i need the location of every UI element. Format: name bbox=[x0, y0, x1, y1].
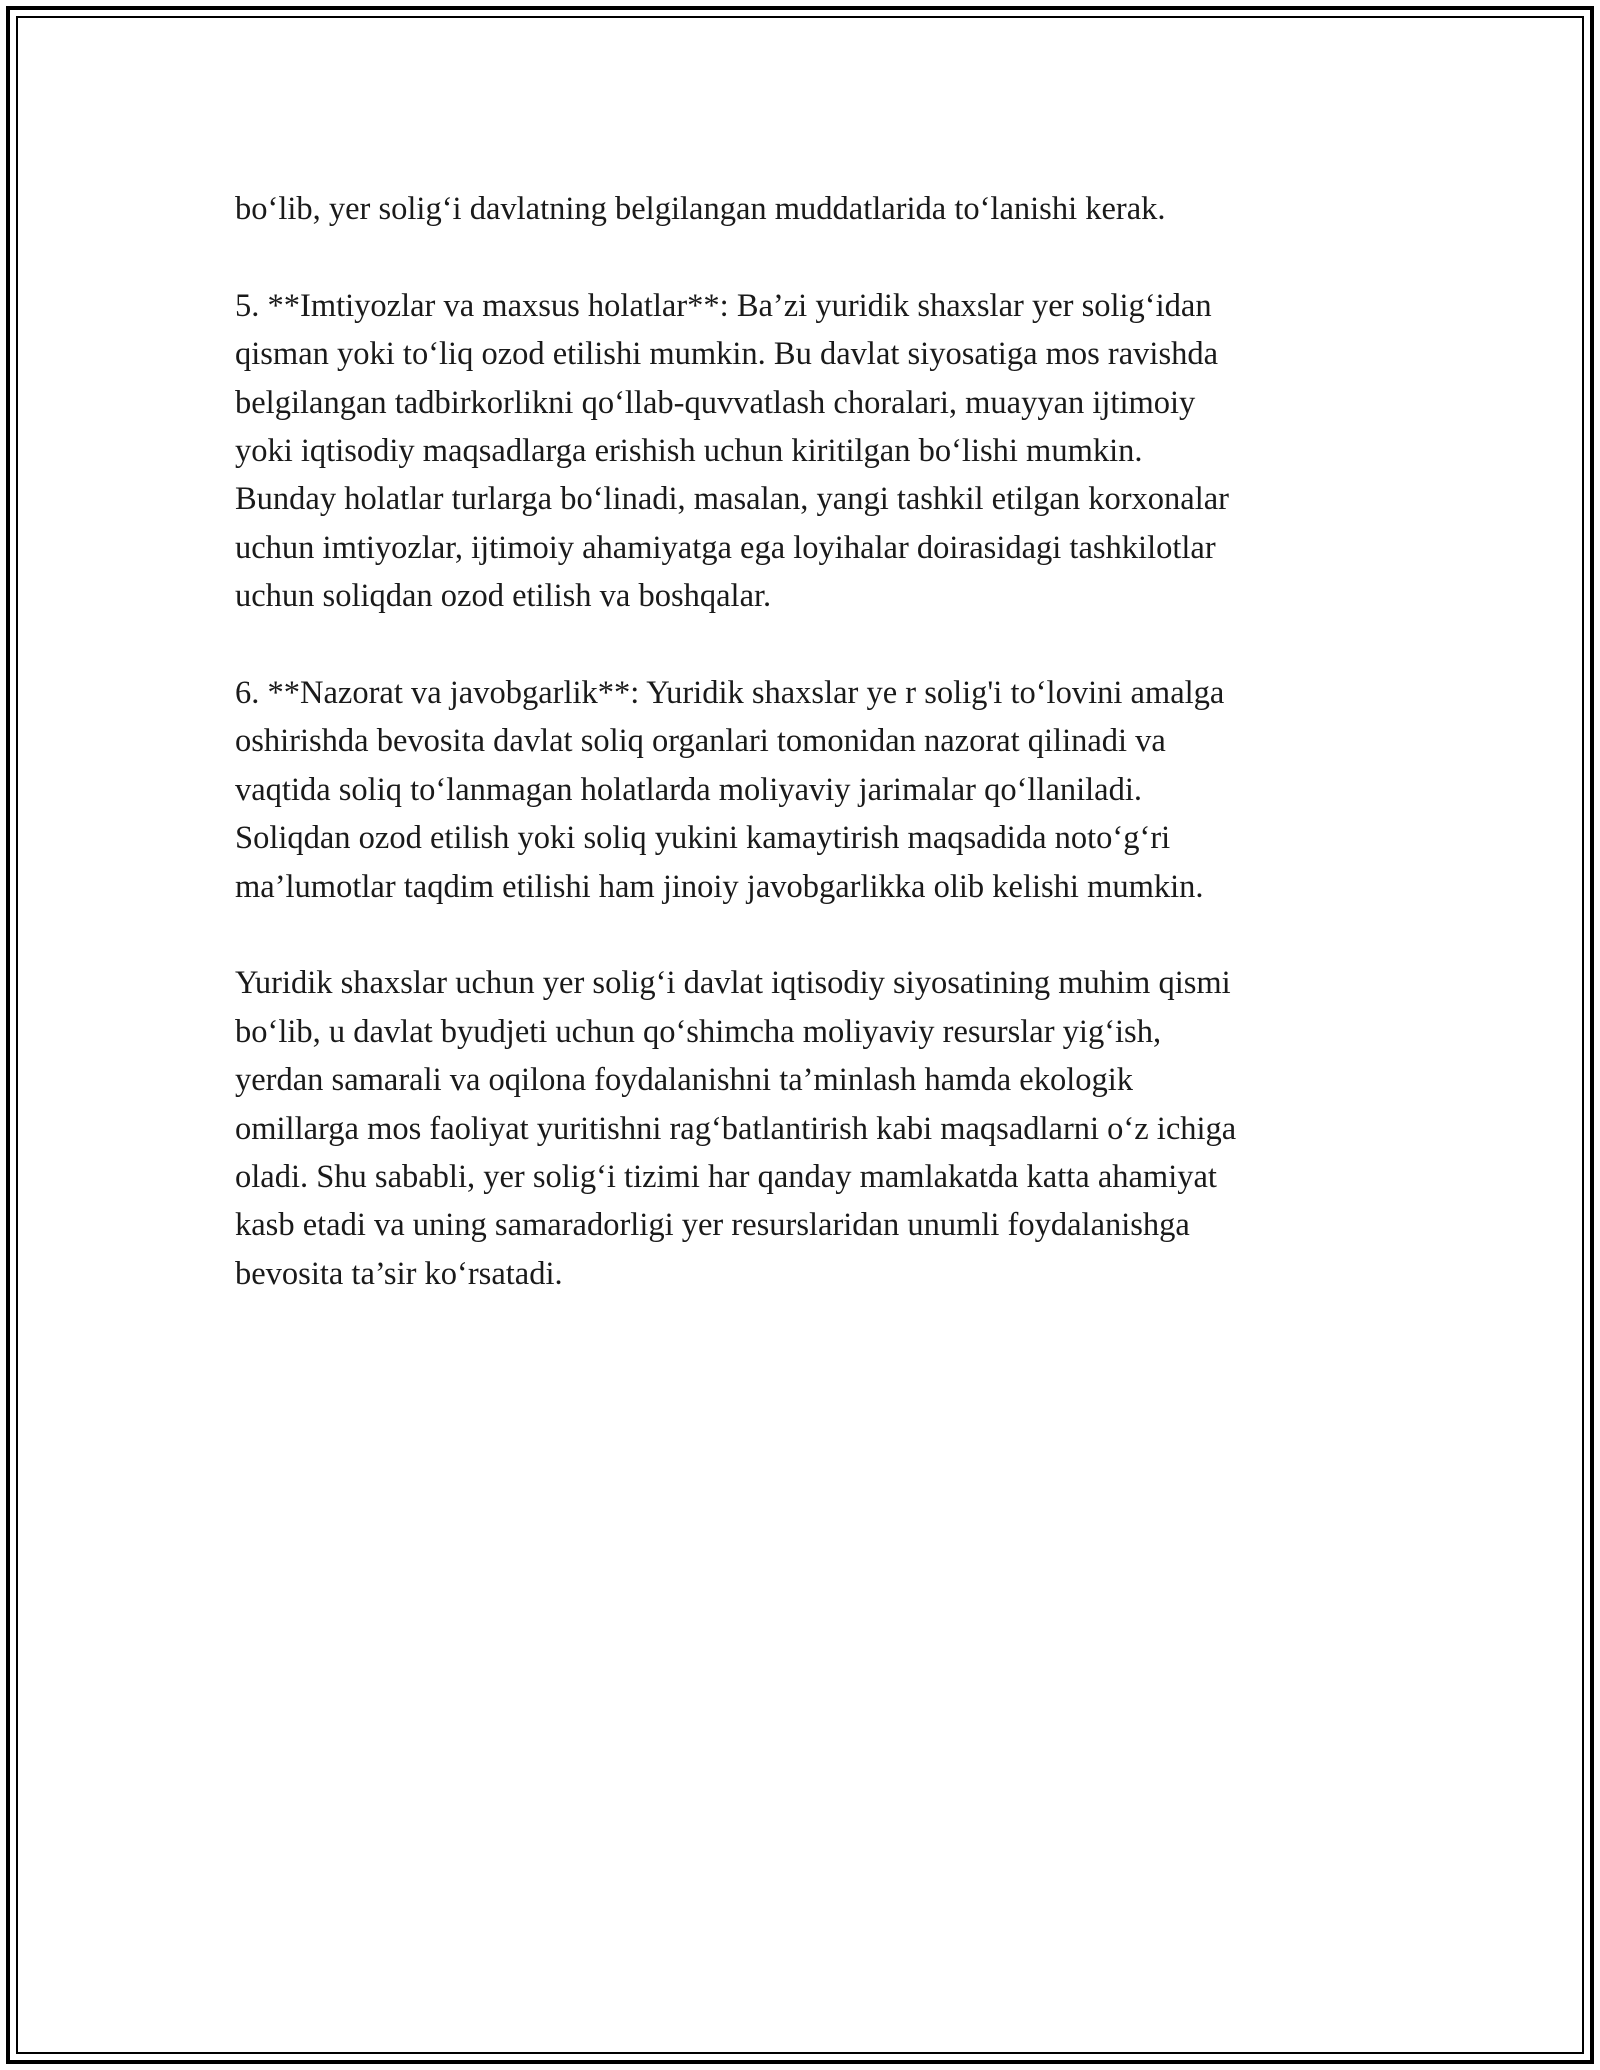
paragraph-conclusion: Yuridik shaxslar uchun yer solig‘i davlat iqtisodiy siyosatining muhim qismi bo‘lib, u davlat byudjeti uchun qo‘shimcha moliyaviy resurslar yig‘ish, yerdan samarali va oqilona foydalanishni ta’minlash hamda ekologik omillarga mos faoliyat yuritishni rag‘batlantirish kabi maqsadlarni o‘z ichiga oladi. Shu sababli, yer solig‘i tizimi har qanday mamlakatda katta ahamiyat kasb etadi va uning samaradorligi yer resurslaridan unumli foydalanishga bevosita ta’sir ko‘rsatadi. bbox=[235, 965, 1237, 1292]
paragraph-item-6: 6. **Nazorat va javobgarlik**: Yuridik shaxslar ye r solig'i to‘lovini amalga oshirishda bevosita davlat soliq organlari tomonidan nazorat qilinadi va vaqtida soliq to‘lanmagan holatlarda moliyaviy jarimalar qo‘llaniladi. Soliqdan ozod etilish yoki soliq yukini kamaytirish maqsadida noto‘g‘ri ma’lumotlar taqdim etilishi ham jinoiy javobgarlikka olib kelishi mumkin. bbox=[235, 675, 1225, 905]
document-body bbox=[235, 185, 1375, 1347]
paragraph-item-5: 5. **Imtiyozlar va maxsus holatlar**: Ba’zi yuridik shaxslar yer solig‘idan qisman yoki to‘liq ozod etilishi mumkin. Bu davlat siyosatiga mos ravishda belgilangan tadbirkorlikni qo‘llab-quvvatlash choralari, muayyan ijtimoiy yoki iqtisodiy maqsadlarga erishish uchun kiritilgan bo‘lishi mumkin. Bunday holatlar turlarga bo‘linadi, masalan, yangi tashkil etilgan korxonalar uchun imtiyozlar, ijtimoiy ahamiyatga ega loyihalar doirasidagi tashkilotlar uchun soliqdan ozod etilish va boshqalar. bbox=[235, 287, 1229, 615]
paragraph-continuation: bo‘lib, yer solig‘i davlatning belgilangan muddatlarida to‘lanishi kerak. bbox=[235, 191, 1166, 227]
